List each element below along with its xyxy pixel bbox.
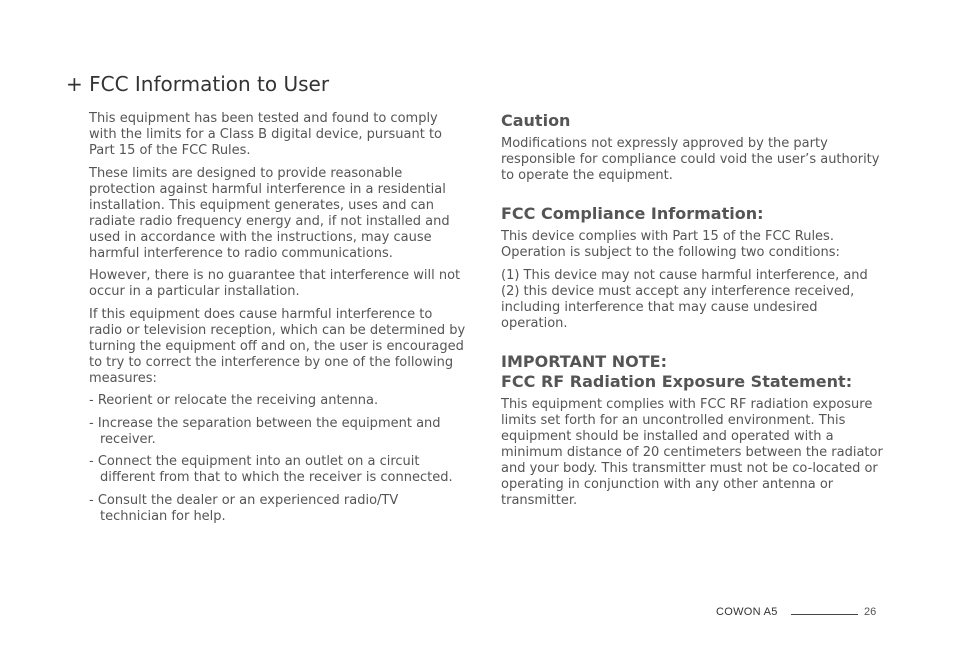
notices-column [501,111,883,516]
rf-exposure-heading: FCC RF Radiation Exposure Statement: [501,372,853,391]
list-item: - Reorient or relocate the receiving antenna. [89,393,379,408]
list-item: - Consult the dealer or an experienced radio/TV technician for help. [89,492,399,524]
list-item: - Increase the separation between the equipment and receiver. [89,415,441,447]
important-note-heading: IMPORTANT NOTE: [501,352,667,371]
measures-list [89,393,469,525]
page-title: + FCC Information to User [66,72,330,96]
footer-divider [791,614,858,615]
footer-brand: COWON A5 [716,606,778,618]
fcc-info-column [89,111,469,531]
rf-exposure-text: This equipment complies with FCC RF radiation exposure limits set forth for an uncontrolled environment. This equipment should be installed and operated with a minimum distance of 20 centimeters between the radiator and your body. This transmitter must not be co-located or operating in conjunction with any other antenna or transmitter. [501,397,883,508]
paragraph-no-guarantee: However, there is no guarantee that interference will not occur in a particular installation. [89,268,461,299]
list-item: - Connect the equipment into an outlet on a circuit different from that to which the receiver is connected. [89,454,453,485]
caution-heading: Caution [501,111,571,130]
compliance-conditions: (1) This device may not cause harmful interference, and (2) this device must accept any interference received, including interference that may cause undesired operation. [501,268,868,331]
caution-text: Modifications not expressly approved by the party responsible for compliance could void the user’s authority to operate the equipment. [501,136,880,183]
paragraph-class-b: This equipment has been tested and found to comply with the limits for a Class B digital device, pursuant to Part 15 of the FCC Rules. [89,111,443,158]
paragraph-limits: These limits are designed to provide reasonable protection against harmful interference in a residential installation. This equipment generates, uses and can radiate radio frequency energy and, if not installed and used in accordance with the instructions, may cause harmful interference to radio communications. [89,165,450,261]
page-number: 26 [864,606,877,618]
compliance-paragraph: This device complies with Part 15 of the FCC Rules. Operation is subject to the following two conditions: [501,229,840,260]
compliance-heading: FCC Compliance Information: [501,204,764,223]
paragraph-measures-intro: If this equipment does cause harmful interference to radio or television reception, which can be determined by turning the equipment off and on, the user is encouraged to try to correct the interference by one of the following measures: [89,306,466,386]
